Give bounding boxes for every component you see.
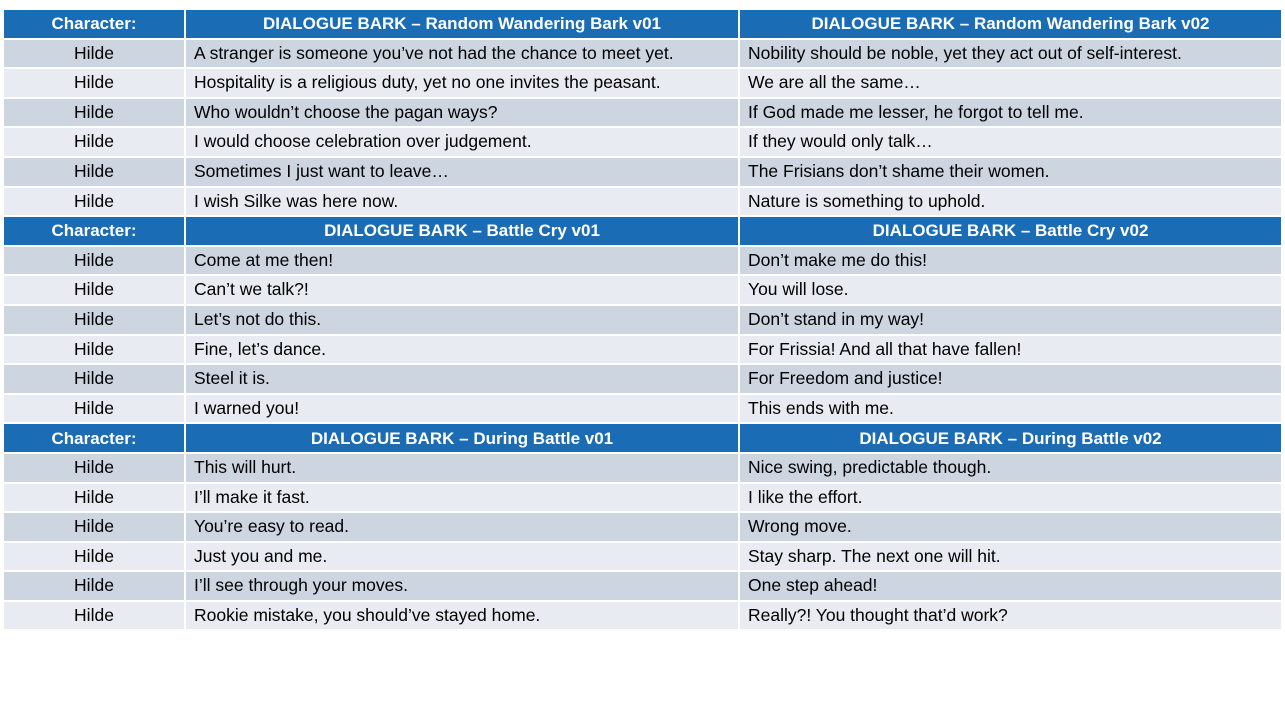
table-row — [3, 246, 1282, 276]
table-row — [3, 542, 1282, 572]
character-cell: Hilde — [3, 394, 185, 424]
table-row — [3, 98, 1282, 128]
bark-v02-line: I like the effort. — [739, 483, 1282, 513]
bark-v02-line: One step ahead! — [739, 571, 1282, 601]
bark-v02-column-header: DIALOGUE BARK – During Battle v02 — [739, 423, 1282, 453]
section-header-row — [3, 216, 1282, 246]
character-cell: Hilde — [3, 275, 185, 305]
bark-v01-line: I would choose celebration over judgement. — [185, 127, 739, 157]
character-cell: Hilde — [3, 157, 185, 187]
bark-v01-line: I wish Silke was here now. — [185, 187, 739, 217]
bark-v02-line: Wrong move. — [739, 512, 1282, 542]
table-row — [3, 483, 1282, 513]
character-cell: Hilde — [3, 246, 185, 276]
table-row — [3, 335, 1282, 365]
bark-v01-line: Hospitality is a religious duty, yet no one invites the peasant. — [185, 68, 739, 98]
character-cell: Hilde — [3, 127, 185, 157]
character-column-header: Character: — [3, 216, 185, 246]
bark-v02-line: Nobility should be noble, yet they act out of self-interest. — [739, 39, 1282, 69]
bark-v01-line: I’ll see through your moves. — [185, 571, 739, 601]
bark-v01-line: Come at me then! — [185, 246, 739, 276]
bark-v01-line: You’re easy to read. — [185, 512, 739, 542]
character-cell: Hilde — [3, 542, 185, 572]
bark-v02-column-header: DIALOGUE BARK – Random Wandering Bark v02 — [739, 9, 1282, 39]
bark-v02-line: Nature is something to uphold. — [739, 187, 1282, 217]
character-cell: Hilde — [3, 187, 185, 217]
bark-v01-line: This will hurt. — [185, 453, 739, 483]
table-row — [3, 394, 1282, 424]
bark-v02-line: The Frisians don’t shame their women. — [739, 157, 1282, 187]
character-cell: Hilde — [3, 68, 185, 98]
table-row — [3, 305, 1282, 335]
character-cell: Hilde — [3, 335, 185, 365]
table-row — [3, 453, 1282, 483]
table-row — [3, 512, 1282, 542]
dialogue-bark-table — [2, 8, 1283, 631]
bark-v01-line: Fine, let’s dance. — [185, 335, 739, 365]
bark-v02-line: Stay sharp. The next one will hit. — [739, 542, 1282, 572]
bark-v01-line: Sometimes I just want to leave… — [185, 157, 739, 187]
dialogue-bark-table-body — [3, 9, 1282, 630]
character-column-header: Character: — [3, 9, 185, 39]
bark-v01-line: Can’t we talk?! — [185, 275, 739, 305]
bark-v01-line: Let’s not do this. — [185, 305, 739, 335]
table-row — [3, 601, 1282, 631]
bark-v02-line: If God made me lesser, he forgot to tell me. — [739, 98, 1282, 128]
table-row — [3, 275, 1282, 305]
bark-v01-line: Steel it is. — [185, 364, 739, 394]
table-row — [3, 364, 1282, 394]
bark-v01-line: Rookie mistake, you should’ve stayed home. — [185, 601, 739, 631]
bark-v02-column-header: DIALOGUE BARK – Battle Cry v02 — [739, 216, 1282, 246]
bark-v01-line: Just you and me. — [185, 542, 739, 572]
character-cell: Hilde — [3, 512, 185, 542]
bark-v02-line: We are all the same… — [739, 68, 1282, 98]
bark-v01-line: I’ll make it fast. — [185, 483, 739, 513]
bark-v02-line: Don’t stand in my way! — [739, 305, 1282, 335]
bark-v02-line: Don’t make me do this! — [739, 246, 1282, 276]
character-cell: Hilde — [3, 98, 185, 128]
character-cell: Hilde — [3, 453, 185, 483]
bark-v02-line: For Frissia! And all that have fallen! — [739, 335, 1282, 365]
bark-v02-line: If they would only talk… — [739, 127, 1282, 157]
bark-v02-line: Really?! You thought that’d work? — [739, 601, 1282, 631]
bark-v01-line: A stranger is someone you’ve not had the chance to meet yet. — [185, 39, 739, 69]
bark-v01-line: Who wouldn’t choose the pagan ways? — [185, 98, 739, 128]
bark-v02-line: You will lose. — [739, 275, 1282, 305]
character-cell: Hilde — [3, 483, 185, 513]
character-cell: Hilde — [3, 571, 185, 601]
section-header-row — [3, 9, 1282, 39]
bark-v02-line: Nice swing, predictable though. — [739, 453, 1282, 483]
character-cell: Hilde — [3, 39, 185, 69]
character-cell: Hilde — [3, 601, 185, 631]
table-row — [3, 187, 1282, 217]
bark-v01-column-header: DIALOGUE BARK – During Battle v01 — [185, 423, 739, 453]
table-row — [3, 39, 1282, 69]
bark-v02-line: For Freedom and justice! — [739, 364, 1282, 394]
table-row — [3, 68, 1282, 98]
character-cell: Hilde — [3, 364, 185, 394]
bark-v02-line: This ends with me. — [739, 394, 1282, 424]
bark-v01-line: I warned you! — [185, 394, 739, 424]
character-column-header: Character: — [3, 423, 185, 453]
table-row — [3, 157, 1282, 187]
table-row — [3, 127, 1282, 157]
bark-v01-column-header: DIALOGUE BARK – Random Wandering Bark v01 — [185, 9, 739, 39]
character-cell: Hilde — [3, 305, 185, 335]
bark-v01-column-header: DIALOGUE BARK – Battle Cry v01 — [185, 216, 739, 246]
table-row — [3, 571, 1282, 601]
section-header-row — [3, 423, 1282, 453]
